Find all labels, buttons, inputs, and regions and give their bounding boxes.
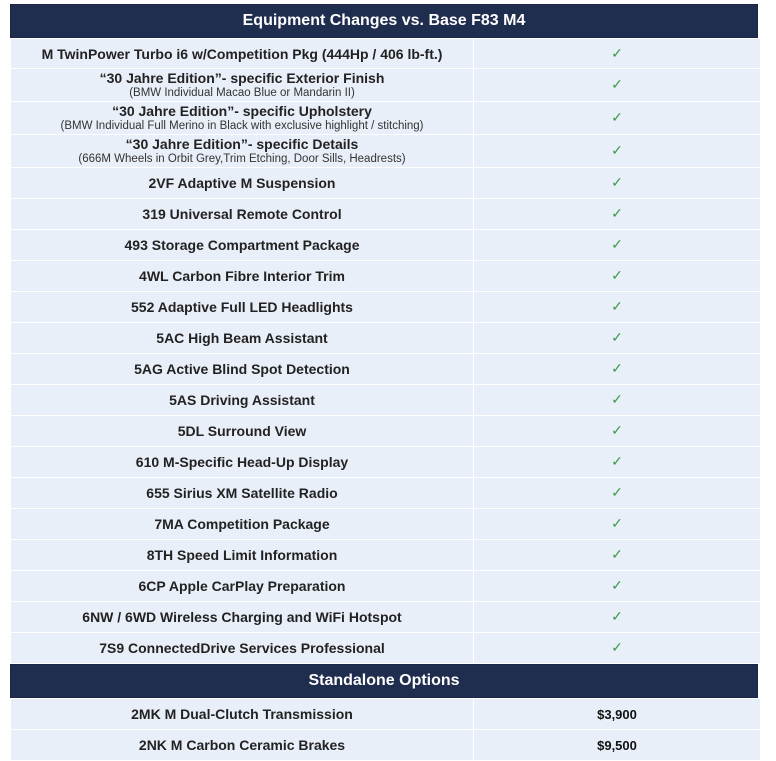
included-check-icon: ✓ — [474, 292, 761, 323]
feature-name — [11, 69, 474, 102]
feature-name: 4WL Carbon Fibre Interior Trim — [11, 261, 474, 292]
table-row — [11, 633, 761, 664]
feature-name: 5AC High Beam Assistant — [11, 323, 474, 354]
table-row — [11, 602, 761, 633]
included-check-icon: ✓ — [474, 478, 761, 509]
feature-name: 8TH Speed Limit Information — [11, 540, 474, 571]
feature-name: 5AG Active Blind Spot Detection — [11, 354, 474, 385]
included-check-icon: ✓ — [474, 447, 761, 478]
equipment-table — [10, 38, 761, 664]
feature-name: 6NW / 6WD Wireless Charging and WiFi Hotspot — [11, 602, 474, 633]
equipment-table-container — [10, 4, 758, 761]
table-row — [11, 416, 761, 447]
included-check-icon: ✓ — [474, 135, 761, 168]
feature-name: 7S9 ConnectedDrive Services Professional — [11, 633, 474, 664]
table-row — [11, 509, 761, 540]
included-check-icon: ✓ — [474, 199, 761, 230]
included-check-icon: ✓ — [474, 633, 761, 664]
standalone-options-header: Standalone Options — [10, 664, 758, 698]
standalone-options-table — [10, 698, 761, 761]
included-check-icon: ✓ — [474, 230, 761, 261]
table-row — [11, 39, 761, 69]
included-check-icon: ✓ — [474, 39, 761, 69]
feature-name — [11, 135, 474, 168]
option-price: $9,500 — [474, 730, 761, 761]
included-check-icon: ✓ — [474, 385, 761, 416]
option-price: $3,900 — [474, 699, 761, 730]
table-row — [11, 354, 761, 385]
table-row — [11, 102, 761, 135]
feature-name: M TwinPower Turbo i6 w/Competition Pkg (444Hp / 406 lb-ft.) — [11, 39, 474, 69]
included-check-icon: ✓ — [474, 571, 761, 602]
included-check-icon: ✓ — [474, 323, 761, 354]
included-check-icon: ✓ — [474, 168, 761, 199]
included-check-icon: ✓ — [474, 261, 761, 292]
feature-name: 6CP Apple CarPlay Preparation — [11, 571, 474, 602]
feature-name — [11, 102, 474, 135]
feature-name: 655 Sirius XM Satellite Radio — [11, 478, 474, 509]
option-name: 2MK M Dual-Clutch Transmission — [11, 699, 474, 730]
table-row — [11, 199, 761, 230]
table-row — [11, 699, 761, 730]
table-row — [11, 230, 761, 261]
feature-name: 610 M-Specific Head-Up Display — [11, 447, 474, 478]
table-row — [11, 447, 761, 478]
feature-subtitle: (BMW Individual Full Merino in Black with exclusive highlight / stitching) — [60, 120, 424, 132]
included-check-icon: ✓ — [474, 602, 761, 633]
table-row — [11, 540, 761, 571]
feature-name: 319 Universal Remote Control — [11, 199, 474, 230]
table-row — [11, 478, 761, 509]
equipment-header: Equipment Changes vs. Base F83 M4 — [10, 4, 758, 38]
table-row — [11, 730, 761, 761]
included-check-icon: ✓ — [474, 540, 761, 571]
option-name: 2NK M Carbon Ceramic Brakes — [11, 730, 474, 761]
included-check-icon: ✓ — [474, 416, 761, 447]
table-row — [11, 323, 761, 354]
table-row — [11, 168, 761, 199]
feature-name: 2VF Adaptive M Suspension — [11, 168, 474, 199]
table-row — [11, 571, 761, 602]
feature-title: “30 Jahre Edition”- specific Exterior Finish — [99, 70, 385, 86]
feature-name: 552 Adaptive Full LED Headlights — [11, 292, 474, 323]
table-row — [11, 135, 761, 168]
feature-subtitle: (BMW Individual Macao Blue or Mandarin II) — [129, 87, 355, 99]
included-check-icon: ✓ — [474, 69, 761, 102]
feature-title: “30 Jahre Edition”- specific Upholstery — [112, 103, 372, 119]
table-row — [11, 385, 761, 416]
table-row — [11, 292, 761, 323]
feature-subtitle: (666M Wheels in Orbit Grey,Trim Etching, Door Sills, Headrests) — [78, 153, 406, 165]
included-check-icon: ✓ — [474, 509, 761, 540]
table-row — [11, 69, 761, 102]
included-check-icon: ✓ — [474, 354, 761, 385]
feature-name: 5DL Surround View — [11, 416, 474, 447]
feature-title: “30 Jahre Edition”- specific Details — [125, 136, 359, 152]
feature-name: 493 Storage Compartment Package — [11, 230, 474, 261]
feature-name: 7MA Competition Package — [11, 509, 474, 540]
included-check-icon: ✓ — [474, 102, 761, 135]
table-row — [11, 261, 761, 292]
feature-name: 5AS Driving Assistant — [11, 385, 474, 416]
